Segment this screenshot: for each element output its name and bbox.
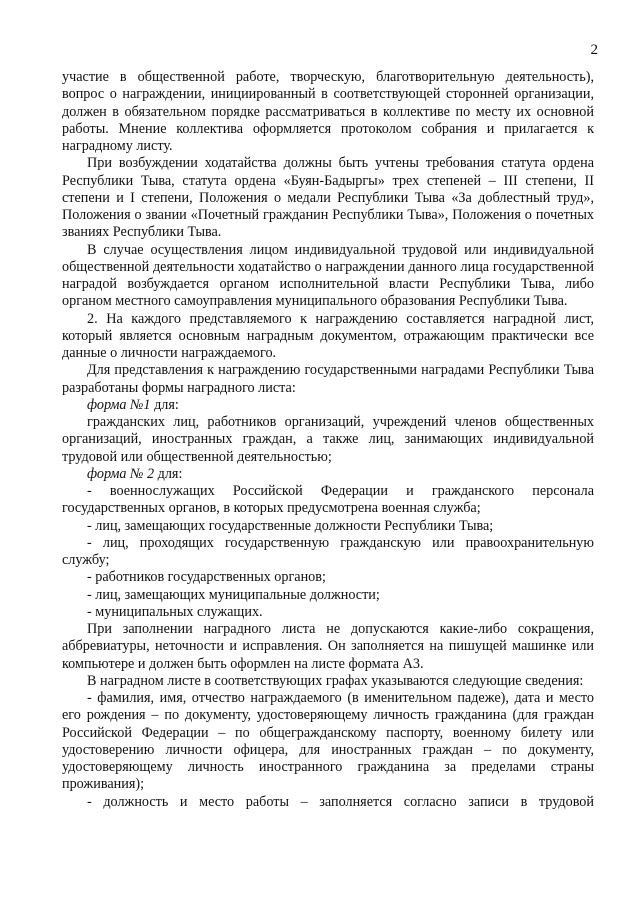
paragraph-participation: участие в общественной работе, творческую, благотворительную деятельность), вопрос о награждении, инициированный в соответствующей сторонней организации, должен в обязательном порядке рассматриваться в коллективе по месту их основной работы. Мнение коллектива оформляется протоколом собрания и прилагается к наградному листу. <box>62 69 594 154</box>
page-number: 2 <box>590 42 598 58</box>
form2-list-item: - работников государственных органов; <box>87 569 326 586</box>
paragraph-award-sheet: 2. На каждого представляемого к награждению составляется наградной лист, который является основным наградным документом, отражающим практически все данные о личности награждаемого. <box>62 310 594 361</box>
form2-suffix: для: <box>154 465 183 482</box>
form2-heading <box>62 466 594 483</box>
form2-label: форма № 2 <box>87 465 155 482</box>
form2-list-item: - муниципальных служащих. <box>87 603 263 620</box>
paragraph-forms-intro: Для представления к награждению государственными наградами Республики Тыва разработаны формы наградного листа: <box>62 362 594 396</box>
document-body <box>62 69 594 811</box>
form2-list-item: - лиц, замещающих государственные должности Республики Тыва; <box>87 517 494 534</box>
paragraph-individual-activity: В случае осуществления лицом индивидуальной трудовой или индивидуальной общественной деятельности ходатайство о награждении данного лица государственной наградой возбуждается органом исполнительной власти Республики Тыва, либо органом местного самоуправления муниципального образования Республики Тыва. <box>62 241 594 310</box>
form1-suffix: для: <box>150 396 179 413</box>
paragraph-full-name-field: - фамилия, имя, отчество награждаемого (в именительном падеже), дата и место его рождения – по документу, удостоверяющему личность гражданина (для граждан Российской Федерации – по общегражданскому паспорту, военному билету или удостоверению личности офицера, для иностранных граждан – по документу, удостоверяющему личность иностранного гражданина за пределами страны проживания); <box>62 690 594 793</box>
form2-list-item: - лиц, замещающих муниципальные должности; <box>87 586 380 603</box>
paragraph-position-field: - должность и место работы – заполняется согласно записи в трудовой <box>87 793 594 810</box>
paragraph-statute-requirements: При возбуждении ходатайства должны быть учтены требования статута ордена Республики Тыва, статута ордена «Буян-Бадыргы» трех степеней – III степени, II степени и I степени, Положения о медали Республики Тыва «За доблестный труд», Положения о звании «Почетный гражданин Республики Тыва», Положения о почетных званиях Республики Тыва. <box>62 155 594 241</box>
form1-description: гражданских лиц, работников организаций, учреждений членов общественных организаций, иностранных граждан, а также лиц, занимающих индивидуальной трудовой или общественной деятельностью; <box>62 414 594 465</box>
form2-list-item: - военнослужащих Российской Федерации и гражданского персонала государственных органов, в которых предусмотрена военная служба; <box>62 483 594 517</box>
form2-list-item: - лиц, проходящих государственную гражданскую или правоохранительную службу; <box>62 534 594 568</box>
paragraph-no-abbreviations: При заполнении наградного листа не допускаются какие-либо сокращения, аббревиатуры, неточности и исправления. Он заполняется на пишущей машинке или компьютере и должен быть оформлен на листе формата А3. <box>62 621 594 672</box>
paragraph-sheet-fields: В наградном листе в соответствующих графах указываются следующие сведения: <box>87 672 584 689</box>
form1-heading <box>62 397 594 414</box>
form1-label: форма №1 <box>87 396 151 413</box>
